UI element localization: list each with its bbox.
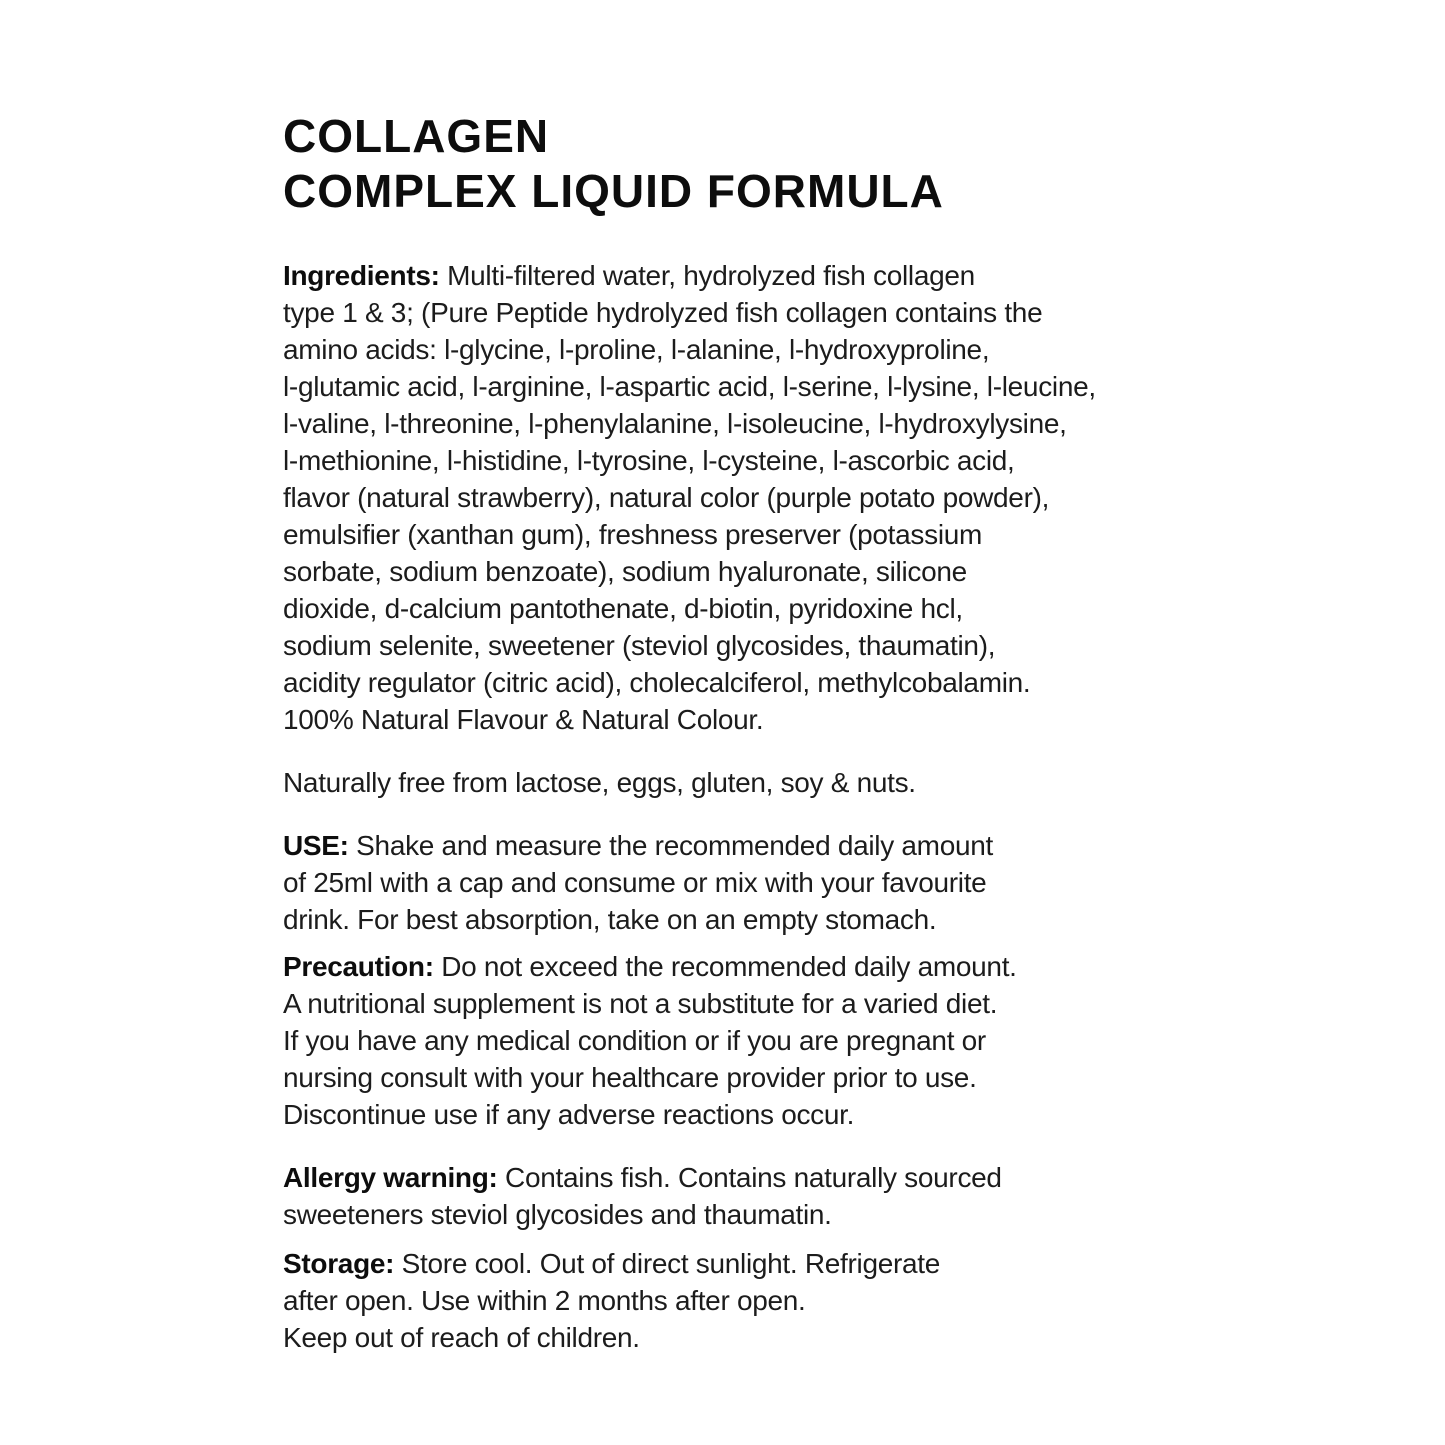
use-paragraph [283,827,1183,938]
product-title-line-1: COLLAGEN [283,109,550,162]
paragraph-line [283,948,1183,985]
free-from-lines [283,764,1183,801]
paragraph-line: after open. Use within 2 months after open. [283,1284,806,1316]
allergy-warning-lines [283,1196,1183,1233]
paragraph-line: Discontinue use if any adverse reactions occur. [283,1098,855,1130]
paragraph-text: Do not exceed the recommended daily amount. [433,950,1017,982]
paragraph-line: type 1 & 3; (Pure Peptide hydrolyzed fish collagen contains the [283,296,1043,328]
paragraph-line: dioxide, d-calcium pantothenate, d-biotin, pyridoxine hcl, [283,592,963,624]
paragraph-line: sodium selenite, sweetener (steviol glycosides, thaumatin), [283,629,996,661]
precaution-label: Precaution: [283,950,434,982]
precaution-paragraph [283,948,1183,1133]
paragraph-line: l-methionine, l-histidine, l-tyrosine, l-cysteine, l-ascorbic acid, [283,444,1015,476]
paragraph-line: A nutritional supplement is not a substitute for a varied diet. [283,987,998,1019]
use-label: USE: [283,829,349,861]
paragraph-line: Keep out of reach of children. [283,1321,640,1353]
paragraph-line [283,257,1183,294]
paragraph-line: sweeteners steviol glycosides and thaumatin. [283,1198,832,1230]
paragraph-line: acidity regulator (citric acid), cholecalciferol, methylcobalamin. [283,666,1031,698]
ingredients-paragraph [283,257,1183,738]
paragraph-text: Multi-filtered water, hydrolyzed fish collagen [439,259,975,291]
label-content [283,78,1183,1382]
paragraph-line [283,827,1183,864]
use-lines [283,864,1183,938]
paragraph-line: l-valine, l-threonine, l-phenylalanine, l-isoleucine, l-hydroxylysine, [283,407,1067,439]
product-title-line-2: COMPLEX LIQUID FORMULA [283,164,944,217]
paragraph-line: flavor (natural strawberry), natural color (purple potato powder), [283,481,1050,513]
product-title [283,109,1183,219]
storage-paragraph [283,1245,1183,1356]
paragraph-line: Naturally free from lactose, eggs, gluten, soy & nuts. [283,766,916,798]
paragraph-line: amino acids: l-glycine, l-proline, l-alanine, l-hydroxyproline, [283,333,990,365]
allergy-warning-paragraph [283,1159,1183,1233]
storage-lines [283,1282,1183,1356]
paragraph-line: of 25ml with a cap and consume or mix with your favourite [283,866,987,898]
allergy-warning-label: Allergy warning: [283,1161,498,1193]
paragraph-text: Shake and measure the recommended daily amount [348,829,993,861]
ingredients-label: Ingredients: [283,259,440,291]
paragraph-line [283,1159,1183,1196]
paragraph-line: If you have any medical condition or if you are pregnant or [283,1024,986,1056]
paragraph-line: drink. For best absorption, take on an empty stomach. [283,903,937,935]
precaution-lines [283,985,1183,1133]
paragraph-line: 100% Natural Flavour & Natural Colour. [283,703,764,735]
storage-label: Storage: [283,1247,395,1279]
ingredients-lines [283,294,1183,738]
free-from-paragraph [283,764,1183,801]
paragraph-line [283,1245,1183,1282]
paragraph-line: emulsifier (xanthan gum), freshness preserver (potassium [283,518,983,550]
paragraph-text: Store cool. Out of direct sunlight. Refrigerate [394,1247,941,1279]
paragraph-line: l-glutamic acid, l-arginine, l-aspartic acid, l-serine, l-lysine, l-leucine, [283,370,1096,402]
paragraph-text: Contains fish. Contains naturally sourced [497,1161,1002,1193]
paragraph-line: nursing consult with your healthcare provider prior to use. [283,1061,977,1093]
paragraph-line: sorbate, sodium benzoate), sodium hyaluronate, silicone [283,555,967,587]
